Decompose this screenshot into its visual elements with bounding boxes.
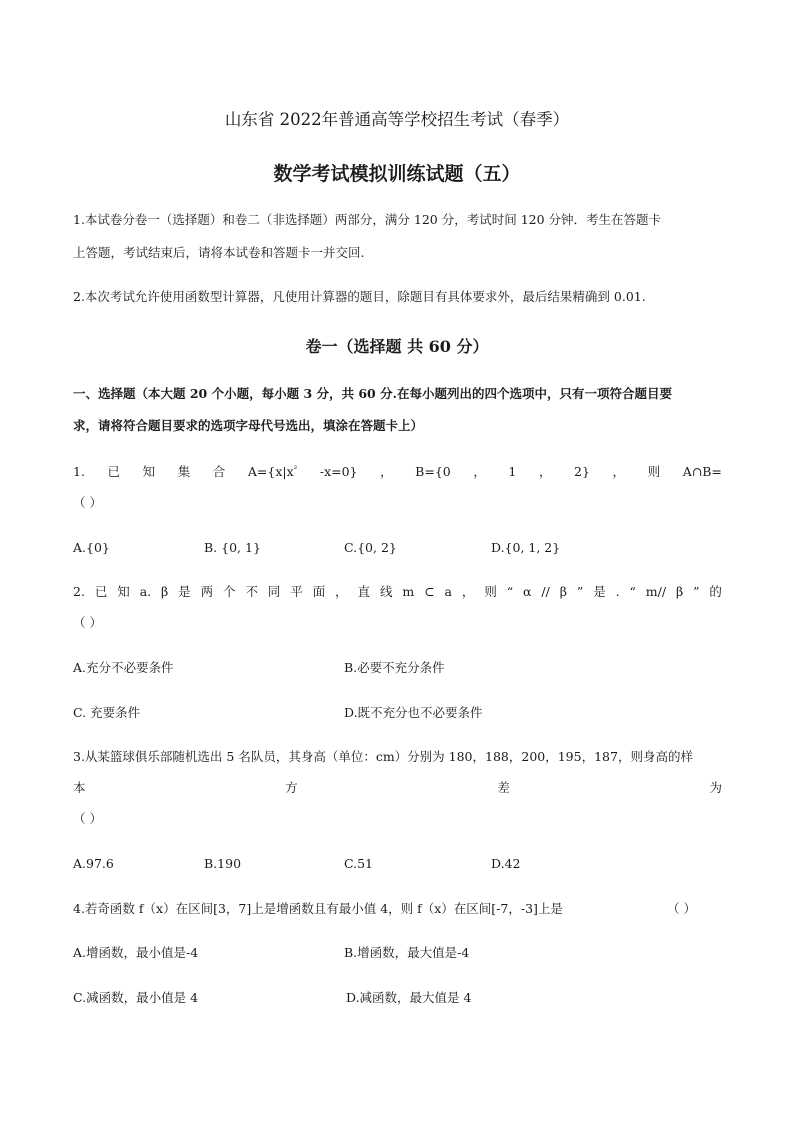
q2-part: a.	[139, 584, 152, 599]
question-4-answer-blank: （ ）	[667, 901, 696, 916]
q2-part: 面	[312, 584, 326, 599]
q2-part: α	[523, 584, 532, 599]
instruction-2: 2.本次考试允许使用函数型计算器，凡使用计算器的题目，除题目有具体要求外，最后结果精确到 0.01.	[73, 289, 646, 304]
q2-part: β	[559, 584, 567, 599]
q3-option-a: A.97.6	[73, 856, 114, 871]
q4-option-d: D.减函数，最大值是 4	[346, 990, 472, 1005]
q2-option-d: D.既不充分也不必要条件	[344, 705, 483, 720]
q2-part: 两	[200, 584, 214, 599]
q2-part: ”	[693, 584, 700, 599]
q2-part: 已	[94, 584, 108, 599]
section-description-line-1: 一、选择题（本大题 20 个小题，每小题 3 分，共 60 分.在每小题列出的四个选项中，只有一项符合题目要	[73, 386, 672, 401]
q3-part: 本	[73, 780, 86, 795]
q1-part: 1	[508, 464, 517, 479]
q3-part: 为	[709, 780, 722, 795]
question-2-answer-blank: （ ）	[73, 615, 102, 630]
q2-part: β	[675, 584, 684, 599]
q1-part: ，	[473, 464, 486, 479]
q1-part: 合	[212, 464, 226, 479]
q2-part: m//	[645, 584, 667, 599]
question-1-stem	[73, 463, 722, 483]
q2-part: 的	[709, 584, 722, 599]
q1-part: A∩B=	[682, 464, 722, 479]
q2-part: “	[629, 584, 636, 599]
instruction-1-line-2: 上答题，考试结束后，请将本试卷和答题卡一并交回.	[73, 245, 365, 260]
q2-part: 是	[593, 584, 606, 599]
q2-part: β	[161, 584, 169, 599]
question-3-stem-line-1: 3.从某篮球俱乐部随机选出 5 名队员，其身高（单位：cm）分别为 180，188，200，195，187，则身高的样	[73, 749, 693, 764]
question-3-answer-blank: （ ）	[73, 811, 102, 826]
q3-part: 方	[285, 780, 298, 795]
q3-option-b: B.190	[204, 856, 242, 871]
q1-option-b: B. {0, 1}	[204, 540, 261, 555]
q2-part: ”	[576, 584, 584, 599]
superscript-2: ²	[293, 465, 298, 475]
exam-paper-title: 数学考试模拟训练试题（五）	[273, 163, 521, 185]
q4-option-b: B.增函数，最大值是-4	[344, 945, 470, 960]
instruction-1-line-1: 1.本试卷分卷一（选择题）和卷二（非选择题）两部分，满分 120 分，考试时间 120 分钟．考生在答题卡	[73, 212, 662, 227]
q2-part: .	[615, 584, 620, 599]
q4-option-a: A.增函数，最小值是-4	[73, 945, 199, 960]
q2-part: 则	[484, 584, 497, 599]
q2-part: 2.	[73, 584, 85, 599]
q1-part: 集	[177, 464, 191, 479]
q2-part: 同	[267, 584, 281, 599]
q2-part: “	[506, 584, 514, 599]
question-3-stem-line-2	[73, 779, 722, 797]
q1-part: 已	[107, 464, 121, 479]
q1-part: ，	[538, 464, 552, 479]
q1-part: 知	[142, 464, 156, 479]
q1-part: ，	[612, 464, 626, 479]
section-description-line-2: 求，请将符合题目要求的选项字母代号选出，填涂在答题卡上）	[73, 418, 424, 433]
q3-part: 差	[497, 780, 510, 795]
q2-part: 线	[379, 584, 393, 599]
section-title: 卷一（选择题 共 60 分）	[305, 337, 489, 356]
q2-part: 个	[223, 584, 236, 599]
q2-part: 是	[178, 584, 191, 599]
q2-part: //	[541, 584, 550, 599]
q2-part: 不	[245, 584, 258, 599]
exam-header-title: 山东省 2022年普通高等学校招生考试（春季）	[224, 110, 570, 129]
q1-part: 2}	[574, 464, 590, 479]
q1-part: 1.	[73, 464, 85, 479]
q1-option-c: C.{0, 2}	[344, 540, 397, 555]
q2-part: ⊂	[424, 584, 435, 599]
question-4-stem: 4.若奇函数 f（x）在区间[3，7]上是增函数且有最小值 4，则 f（x）在区间[-7，-3]上是	[73, 901, 563, 916]
q2-part: m	[402, 584, 415, 599]
q1-part: $A=\{x|x^{^2}$	[247, 464, 298, 479]
q1-part: -x=0}	[319, 464, 358, 479]
q2-option-a: A.充分不必要条件	[73, 660, 174, 675]
q1-part: B={0	[415, 464, 451, 479]
q2-part: ，	[461, 584, 475, 599]
q1-option-d: D.{0, 1, 2}	[491, 540, 561, 555]
q2-part: 平	[290, 584, 303, 599]
q1-option-a: A.{0}	[73, 540, 110, 555]
q2-option-c: C. 充要条件	[73, 705, 141, 720]
question-1-answer-blank: （ ）	[73, 495, 102, 510]
q1-part: ，	[380, 464, 393, 479]
q3-option-c: C.51	[344, 856, 373, 871]
q4-option-c: C.减函数，最小值是 4	[73, 990, 199, 1005]
q3-option-d: D.42	[491, 856, 521, 871]
q2-part: a	[444, 584, 452, 599]
q2-part: 知	[117, 584, 130, 599]
q2-option-b: B.必要不充分条件	[344, 660, 445, 675]
question-2-stem	[73, 583, 722, 601]
q2-part: 直	[357, 584, 371, 599]
q2-part: ，	[335, 584, 348, 599]
q1-part: 则	[647, 464, 661, 479]
